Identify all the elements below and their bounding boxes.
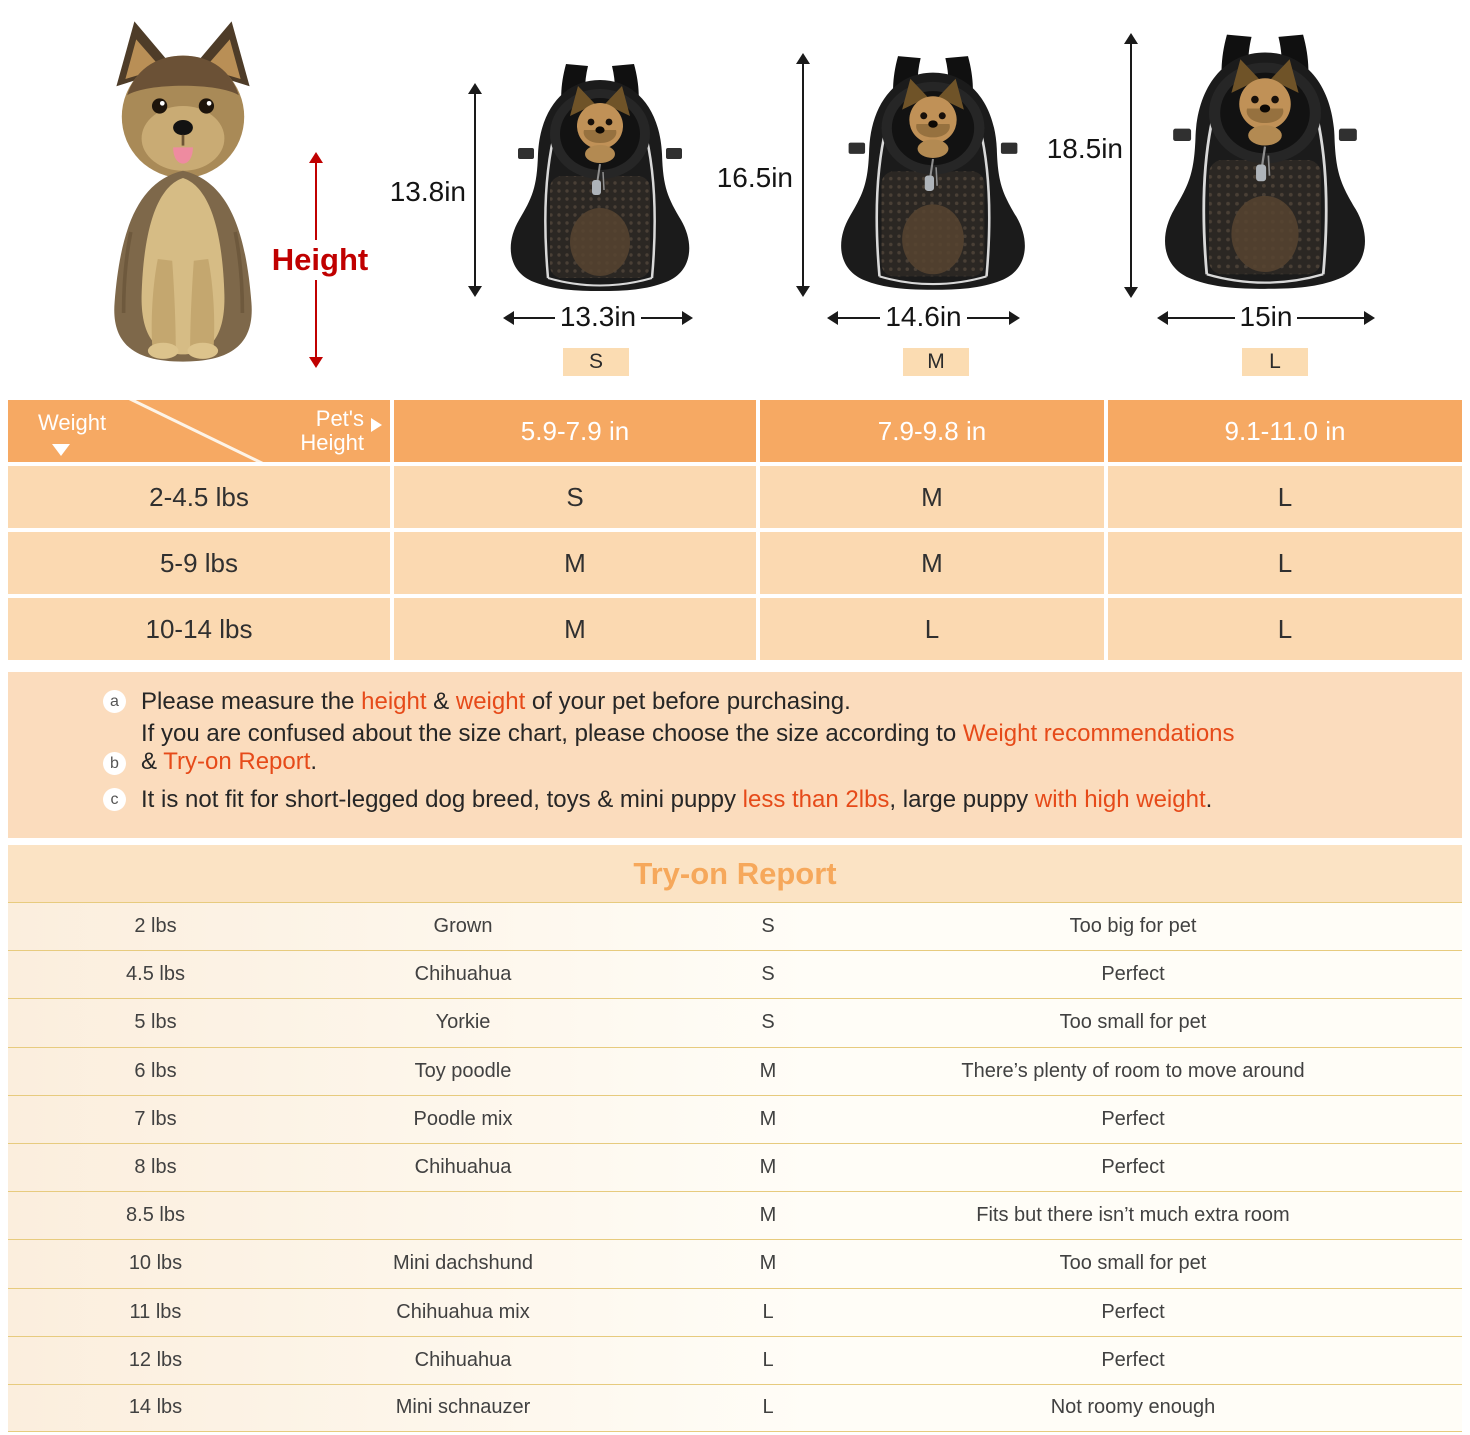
- size-cell: L: [1108, 532, 1462, 594]
- pet-weight: 5 lbs: [134, 1011, 177, 1034]
- size-badge-m: M: [903, 348, 969, 376]
- fit-comment: Not roomy enough: [1050, 1396, 1216, 1419]
- pet-weight: 12 lbs: [128, 1348, 183, 1371]
- height-arrow-l: [1124, 33, 1138, 298]
- try-on-row: [8, 998, 1462, 1046]
- pet-height-label: Height: [252, 240, 388, 280]
- fit-comment: Fits but there isn’t much extra room: [976, 1204, 1290, 1227]
- table-row: [8, 532, 1462, 594]
- try-on-row: [8, 1239, 1462, 1287]
- pet-weight: 8.5 lbs: [126, 1204, 185, 1227]
- size-badge-s: S: [563, 348, 629, 376]
- pet-weight: 7 lbs: [134, 1107, 177, 1130]
- size-cell: M: [760, 532, 1104, 594]
- fit-comment: Perfect: [1101, 1348, 1165, 1371]
- try-on-row: [8, 1288, 1462, 1336]
- size-chart-corner-cell: [8, 400, 390, 462]
- fit-comment: Perfect: [1101, 963, 1165, 986]
- sizing-notes-panel: [8, 672, 1462, 838]
- fit-comment: Too small for pet: [1059, 1011, 1207, 1034]
- try-on-row: [8, 1143, 1462, 1191]
- pet-breed: Grown: [433, 915, 493, 938]
- weight-range-cell: 2-4.5 lbs: [8, 466, 390, 528]
- try-on-row: [8, 1191, 1462, 1239]
- size-tried: M: [759, 1107, 777, 1130]
- width-arrow-s: [503, 301, 693, 332]
- width-dimension-s: 13.3in: [555, 301, 641, 333]
- pet-breed: Chihuahua: [414, 1156, 512, 1179]
- size-tried: S: [761, 963, 775, 986]
- hero-section: [0, 0, 1470, 400]
- height-arrow-right-icon: [371, 418, 382, 432]
- fit-comment: There’s plenty of room to move around: [961, 1059, 1305, 1082]
- pet-weight: 4.5 lbs: [126, 963, 185, 986]
- try-on-row: [8, 1336, 1462, 1384]
- width-arrow-l: [1157, 301, 1375, 332]
- width-dimension-m: 14.6in: [880, 301, 966, 333]
- pet-breed: Chihuahua: [414, 1348, 512, 1371]
- fit-comment: Too small for pet: [1059, 1252, 1207, 1275]
- pet-breed: Mini dachshund: [392, 1252, 534, 1275]
- try-on-report: [8, 845, 1462, 1432]
- height-column-header: 7.9-9.8 in: [760, 400, 1104, 462]
- fit-comment: Too big for pet: [1069, 915, 1197, 938]
- height-arrow-m: [796, 53, 810, 297]
- size-tried: L: [762, 1396, 774, 1419]
- pet-weight: 11 lbs: [129, 1300, 182, 1323]
- try-on-row: [8, 1384, 1462, 1432]
- height-dimension-s: 13.8in: [389, 176, 466, 207]
- height-column-header: 5.9-7.9 in: [394, 400, 756, 462]
- pet-breed: Chihuahua mix: [396, 1300, 530, 1323]
- size-badge-l: L: [1242, 348, 1308, 376]
- pet-breed: Toy poodle: [414, 1059, 512, 1082]
- backpack-image-l: [1153, 30, 1377, 299]
- size-cell: M: [394, 532, 756, 594]
- size-tried: M: [759, 1204, 777, 1227]
- note-c: [103, 786, 1432, 814]
- size-cell: L: [760, 598, 1104, 660]
- height-arrow-s: [468, 83, 482, 297]
- note-a-text: Please measure the height & weight of your pet before purchasing.: [141, 688, 851, 715]
- size-tried: L: [762, 1348, 774, 1371]
- pet-weight: 14 lbs: [128, 1396, 183, 1419]
- note-c-text: It is not fit for short-legged dog breed, toys & mini puppy less than 2lbs, large puppy with high weight.: [141, 786, 1213, 813]
- size-chart-table: [8, 400, 1462, 664]
- size-tried: S: [761, 915, 775, 938]
- pets-height-axis-label: Pet's Height: [300, 406, 364, 455]
- size-cell: L: [1108, 466, 1462, 528]
- try-on-row: [8, 950, 1462, 998]
- width-arrow-m: [827, 301, 1020, 332]
- table-row: [8, 466, 1462, 528]
- weight-range-cell: 10-14 lbs: [8, 598, 390, 660]
- height-column-header: 9.1-11.0 in: [1108, 400, 1462, 462]
- size-tried: M: [759, 1252, 777, 1275]
- width-dimension-l: 15in: [1235, 301, 1298, 333]
- try-on-report-title: Try-on Report: [8, 845, 1462, 902]
- pet-weight: 6 lbs: [134, 1059, 177, 1082]
- size-tried: M: [759, 1156, 777, 1179]
- pet-breed: Poodle mix: [413, 1107, 513, 1130]
- table-row: [8, 598, 1462, 660]
- fit-comment: Perfect: [1101, 1156, 1165, 1179]
- pet-breed: Yorkie: [435, 1011, 491, 1034]
- pet-weight: 8 lbs: [134, 1156, 177, 1179]
- size-cell: M: [760, 466, 1104, 528]
- yorkie-dog-photo: [48, 6, 318, 386]
- size-cell: S: [394, 466, 756, 528]
- size-cell: M: [394, 598, 756, 660]
- note-b-bullet: b: [103, 752, 126, 775]
- pet-breed: Chihuahua: [414, 963, 512, 986]
- size-tried: L: [762, 1300, 774, 1323]
- note-a: [103, 688, 1432, 716]
- size-tried: M: [759, 1059, 777, 1082]
- fit-comment: Perfect: [1101, 1107, 1165, 1130]
- fit-comment: Perfect: [1101, 1300, 1165, 1323]
- note-b: [103, 720, 1432, 776]
- try-on-row: [8, 1047, 1462, 1095]
- weight-arrow-down-icon: [52, 444, 70, 456]
- try-on-row: [8, 1095, 1462, 1143]
- size-cell: L: [1108, 598, 1462, 660]
- pet-weight: 2 lbs: [134, 915, 177, 938]
- note-c-bullet: c: [103, 788, 126, 811]
- size-chart-header-row: [8, 400, 1462, 462]
- backpack-image-m: [830, 52, 1036, 299]
- note-a-bullet: a: [103, 690, 126, 713]
- backpack-image-s: [500, 60, 700, 300]
- weight-range-cell: 5-9 lbs: [8, 532, 390, 594]
- pet-weight: 10 lbs: [128, 1252, 183, 1275]
- height-dimension-l: 18.5in: [1046, 133, 1123, 164]
- height-dimension-m: 16.5in: [716, 162, 793, 193]
- pet-breed: Mini schnauzer: [395, 1396, 531, 1419]
- note-b-text: If you are confused about the size chart, please choose the size according to Weight recommendations & Try-on Report.: [141, 720, 1235, 775]
- weight-axis-label: Weight: [38, 410, 107, 435]
- try-on-row: [8, 902, 1462, 950]
- size-tried: S: [761, 1011, 775, 1034]
